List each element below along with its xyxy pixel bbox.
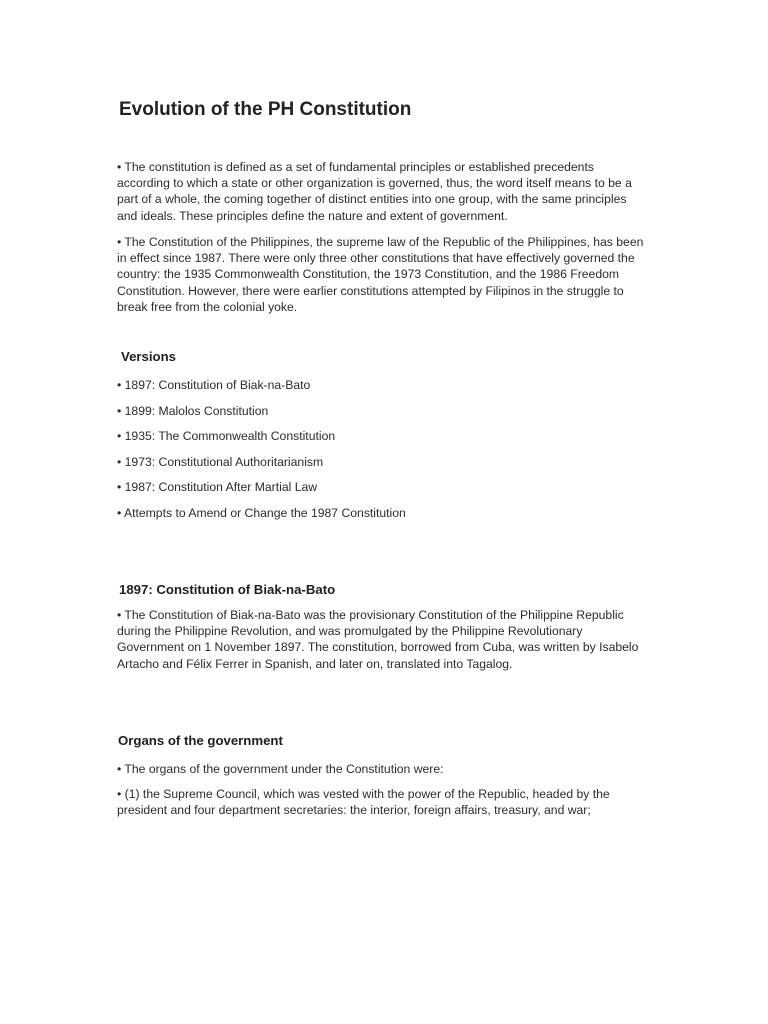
biak-na-bato-paragraph: • The Constitution of Biak-na-Bato was the provisionary Constitution of the Philippine Republic during the Philippine Revolution, and was promulgated by the Philippine Revolutionary Government on 1 November 1897. The constitution, borrowed from Cuba, was written by Isabelo Artacho and Félix Ferrer in Spanish, and later on, translated into Tagalog. [117, 608, 639, 671]
intro-paragraph-definition: • The constitution is defined as a set of fundamental principles or established precedents according to which a state or other organization is governed, thus, the word itself means to be a part of a whole, the coming together of distinct entities into one group, with the same principles and ideals. These principles define the nature and extent of government. [117, 160, 632, 223]
versions-list-item: • 1899: Malolos Constitution [117, 403, 269, 418]
versions-list-item: • 1897: Constitution of Biak-na-Bato [117, 378, 311, 392]
versions-list-item: • 1987: Constitution After Martial Law [117, 480, 318, 494]
document-title: Evolution of the PH Constitution [119, 99, 412, 120]
versions-list [117, 377, 406, 530]
versions-list-item: • Attempts to Amend or Change the 1987 Constitution [117, 505, 406, 520]
organs-paragraph: • (1) the Supreme Council, which was vested with the power of the Republic, headed by the president and four department secretaries: the interior, foreign affairs, treasury, and war; [117, 787, 610, 818]
intro-paragraph-philippine-constitution: • The Constitution of the Philippines, the supreme law of the Republic of the Philippines, has been in effect since 1987. There were only three other constitutions that have effectively governed the country: the 1935 Commonwealth Constitution, the 1973 Constitution, and the 1986 Freedom Constitution. However, there were earlier constitutions attempted by Filipinos in the struggle to break free from the colonial yoke. [117, 235, 644, 314]
versions-list-item: • 1935: The Commonwealth Constitution [117, 429, 336, 443]
versions-list-item: • 1973: Constitutional Authoritarianism [117, 454, 324, 469]
versions-heading: Versions [121, 349, 176, 364]
biak-na-bato-heading: 1897: Constitution of Biak-na-Bato [119, 582, 336, 597]
organs-paragraph: • The organs of the government under the Constitution were: [117, 762, 444, 776]
organs-heading: Organs of the government [118, 733, 283, 748]
